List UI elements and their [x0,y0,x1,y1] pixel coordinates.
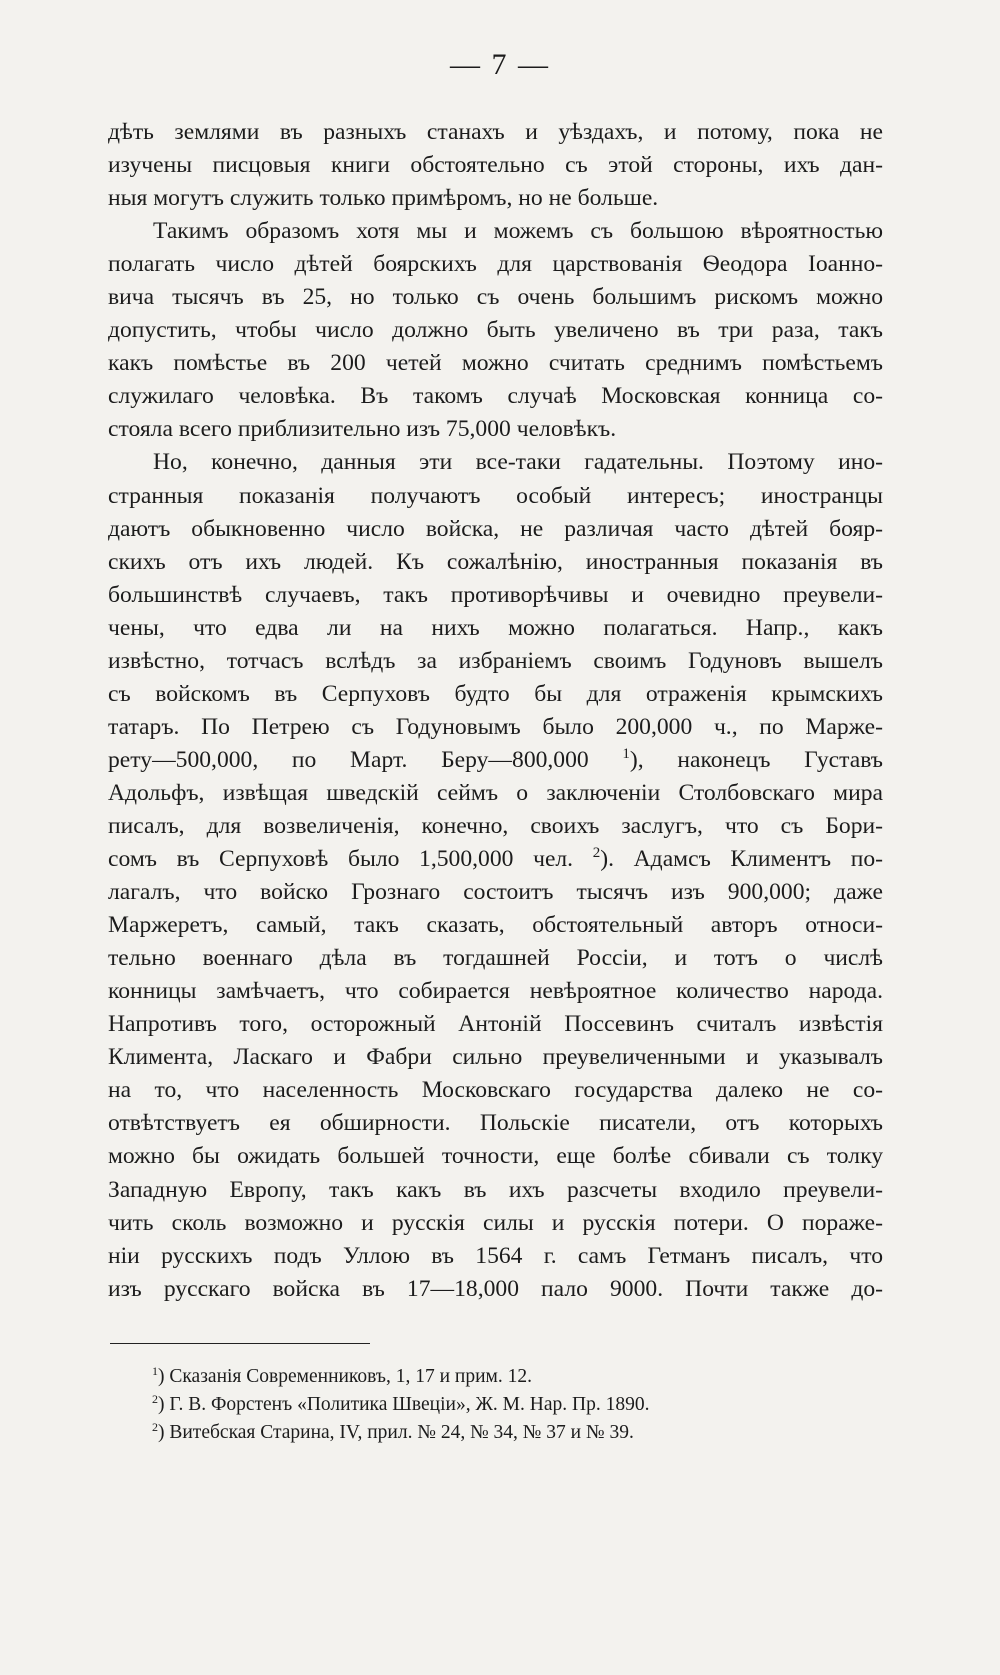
body-line: служилаго человѣка. Въ такомъ случаѣ Московская конница со- [108,383,883,410]
body-line: Но, конечно, данныя эти все-таки гадательны. Поэтому ино- [153,449,883,476]
footnote-divider [110,1343,370,1344]
body-line: даютъ обыкновенно число войска, не различая часто дѣтей бояр- [108,515,883,542]
footnote-mark: 2 [152,1420,158,1434]
body-line: Адольфъ, извѣщая шведскій сеймъ о заключеніи Столбовскаго мира [108,779,883,806]
footnote-ref: 1 [622,745,630,762]
body-line [108,843,883,876]
body-line: стояла всего приблизительно изъ 75,000 человѣкъ. [108,416,617,443]
page-body [108,116,883,1306]
footnote-ref: 2 [592,845,601,862]
body-line: Западную Европу, такъ какъ въ ихъ разсчеты входило преувели- [108,1176,883,1203]
body-line: вича тысячъ въ 25, но только съ очень большимъ рискомъ можно [108,284,883,311]
footnote [152,1419,872,1447]
footnote [152,1391,872,1419]
body-line: ніи русскихъ подъ Уллою въ 1564 г. самъ Гетманъ писалъ, что [108,1242,883,1269]
footnote-text: ) Г. В. Форстенъ «Политика Швеціи», Ж. М. Нар. Пр. 1890. [158,1394,650,1415]
footnote-text: ) Витебская Старина, IV, прил. № 24, № 34, № 37 и № 39. [158,1422,634,1443]
body-line-part: ), наконецъ Густавъ [629,746,883,773]
body-line: дѣть землями въ разныхъ станахъ и уѣздахъ, и потому, пока не [108,119,883,145]
footnote-text: ) Сказанія Современниковъ, 1, 17 и прим. 12. [158,1366,532,1387]
page-number: — 7 — [450,48,550,81]
body-line: отвѣтствуетъ ея обширности. Польскіе писатели, отъ которыхъ [108,1110,883,1137]
body-line-part: ). Адамсъ Климентъ по- [600,846,884,873]
body-line: конницы замѣчаетъ, что собирается невѣроятное количество народа. [108,978,883,1005]
body-line: Климента, Ласкаго и Фабри сильно преувеличенными и указывалъ [108,1044,883,1071]
footnote-mark: 1 [152,1364,158,1378]
body-line: татаръ. По Петрею съ Годуновымъ было 200,000 ч., по Марже- [108,713,883,740]
footnote-mark: 2 [152,1392,158,1406]
body-line: тельно военнаго дѣла въ тогдашней Россіи, и тотъ о числѣ [108,945,883,972]
body-line: ныя могутъ служить только примѣромъ, но не больше. [108,185,659,212]
body-line: Такимъ образомъ хотя мы и можемъ съ большою вѣроятностью [153,218,883,245]
body-line [108,744,883,777]
body-line: большинствѣ случаевъ, такъ противорѣчивы и очевидно преувели- [108,581,883,608]
body-line: лагалъ, что войско Грознаго состоитъ тысячъ изъ 900,000; даже [108,879,883,906]
body-line: извѣстно, тотчасъ вслѣдъ за избраніемъ своимъ Годуновъ вышелъ [108,647,883,674]
body-line: изъ русскаго войска въ 17—18,000 пало 9000. Почти также до- [108,1275,883,1302]
body-line: полагать число дѣтей боярскихъ для царствованія Ѳеодора Іоанно- [108,251,883,278]
body-line: писалъ, для возвеличенія, конечно, своихъ заслугъ, что съ Бори- [108,812,883,839]
body-line: Маржеретъ, самый, такъ сказать, обстоятельный авторъ относи- [108,912,883,939]
body-line: на то, что населенность Московскаго государства далеко не со- [108,1077,883,1104]
body-line: скихъ отъ ихъ людей. Къ сожалѣнію, иностранныя показанія въ [108,548,883,575]
body-line: чены, что едва ли на нихъ можно полагаться. Напр., какъ [108,614,883,641]
footnotes [152,1363,872,1447]
body-line: допустить, чтобы число должно быть увеличено въ три раза, такъ [108,317,883,344]
body-line: съ войскомъ въ Серпуховъ будто бы для отраженія крымскихъ [108,680,883,707]
body-line: странныя показанія получаютъ особый интересъ; иностранцы [108,482,883,509]
body-line: изучены писцовыя книги обстоятельно съ этой стороны, ихъ дан- [108,152,883,179]
body-line: Напротивъ того, осторожный Антоній Поссевинъ считалъ извѣстія [108,1011,883,1038]
body-line: чить сколь возможно и русскія силы и русскія потери. О пораже- [108,1209,883,1236]
body-line: можно бы ожидать большей точности, еще болѣе сбивали съ толку [108,1143,883,1170]
body-line-part: сомъ въ Серпуховѣ было 1,500,000 чел. [108,846,574,873]
body-line: какъ помѣстье въ 200 четей можно считать среднимъ помѣстьемъ [108,350,883,377]
footnote [152,1363,872,1391]
body-line-part: рету—500,000, по Март. Беру—800,000 [108,746,589,773]
